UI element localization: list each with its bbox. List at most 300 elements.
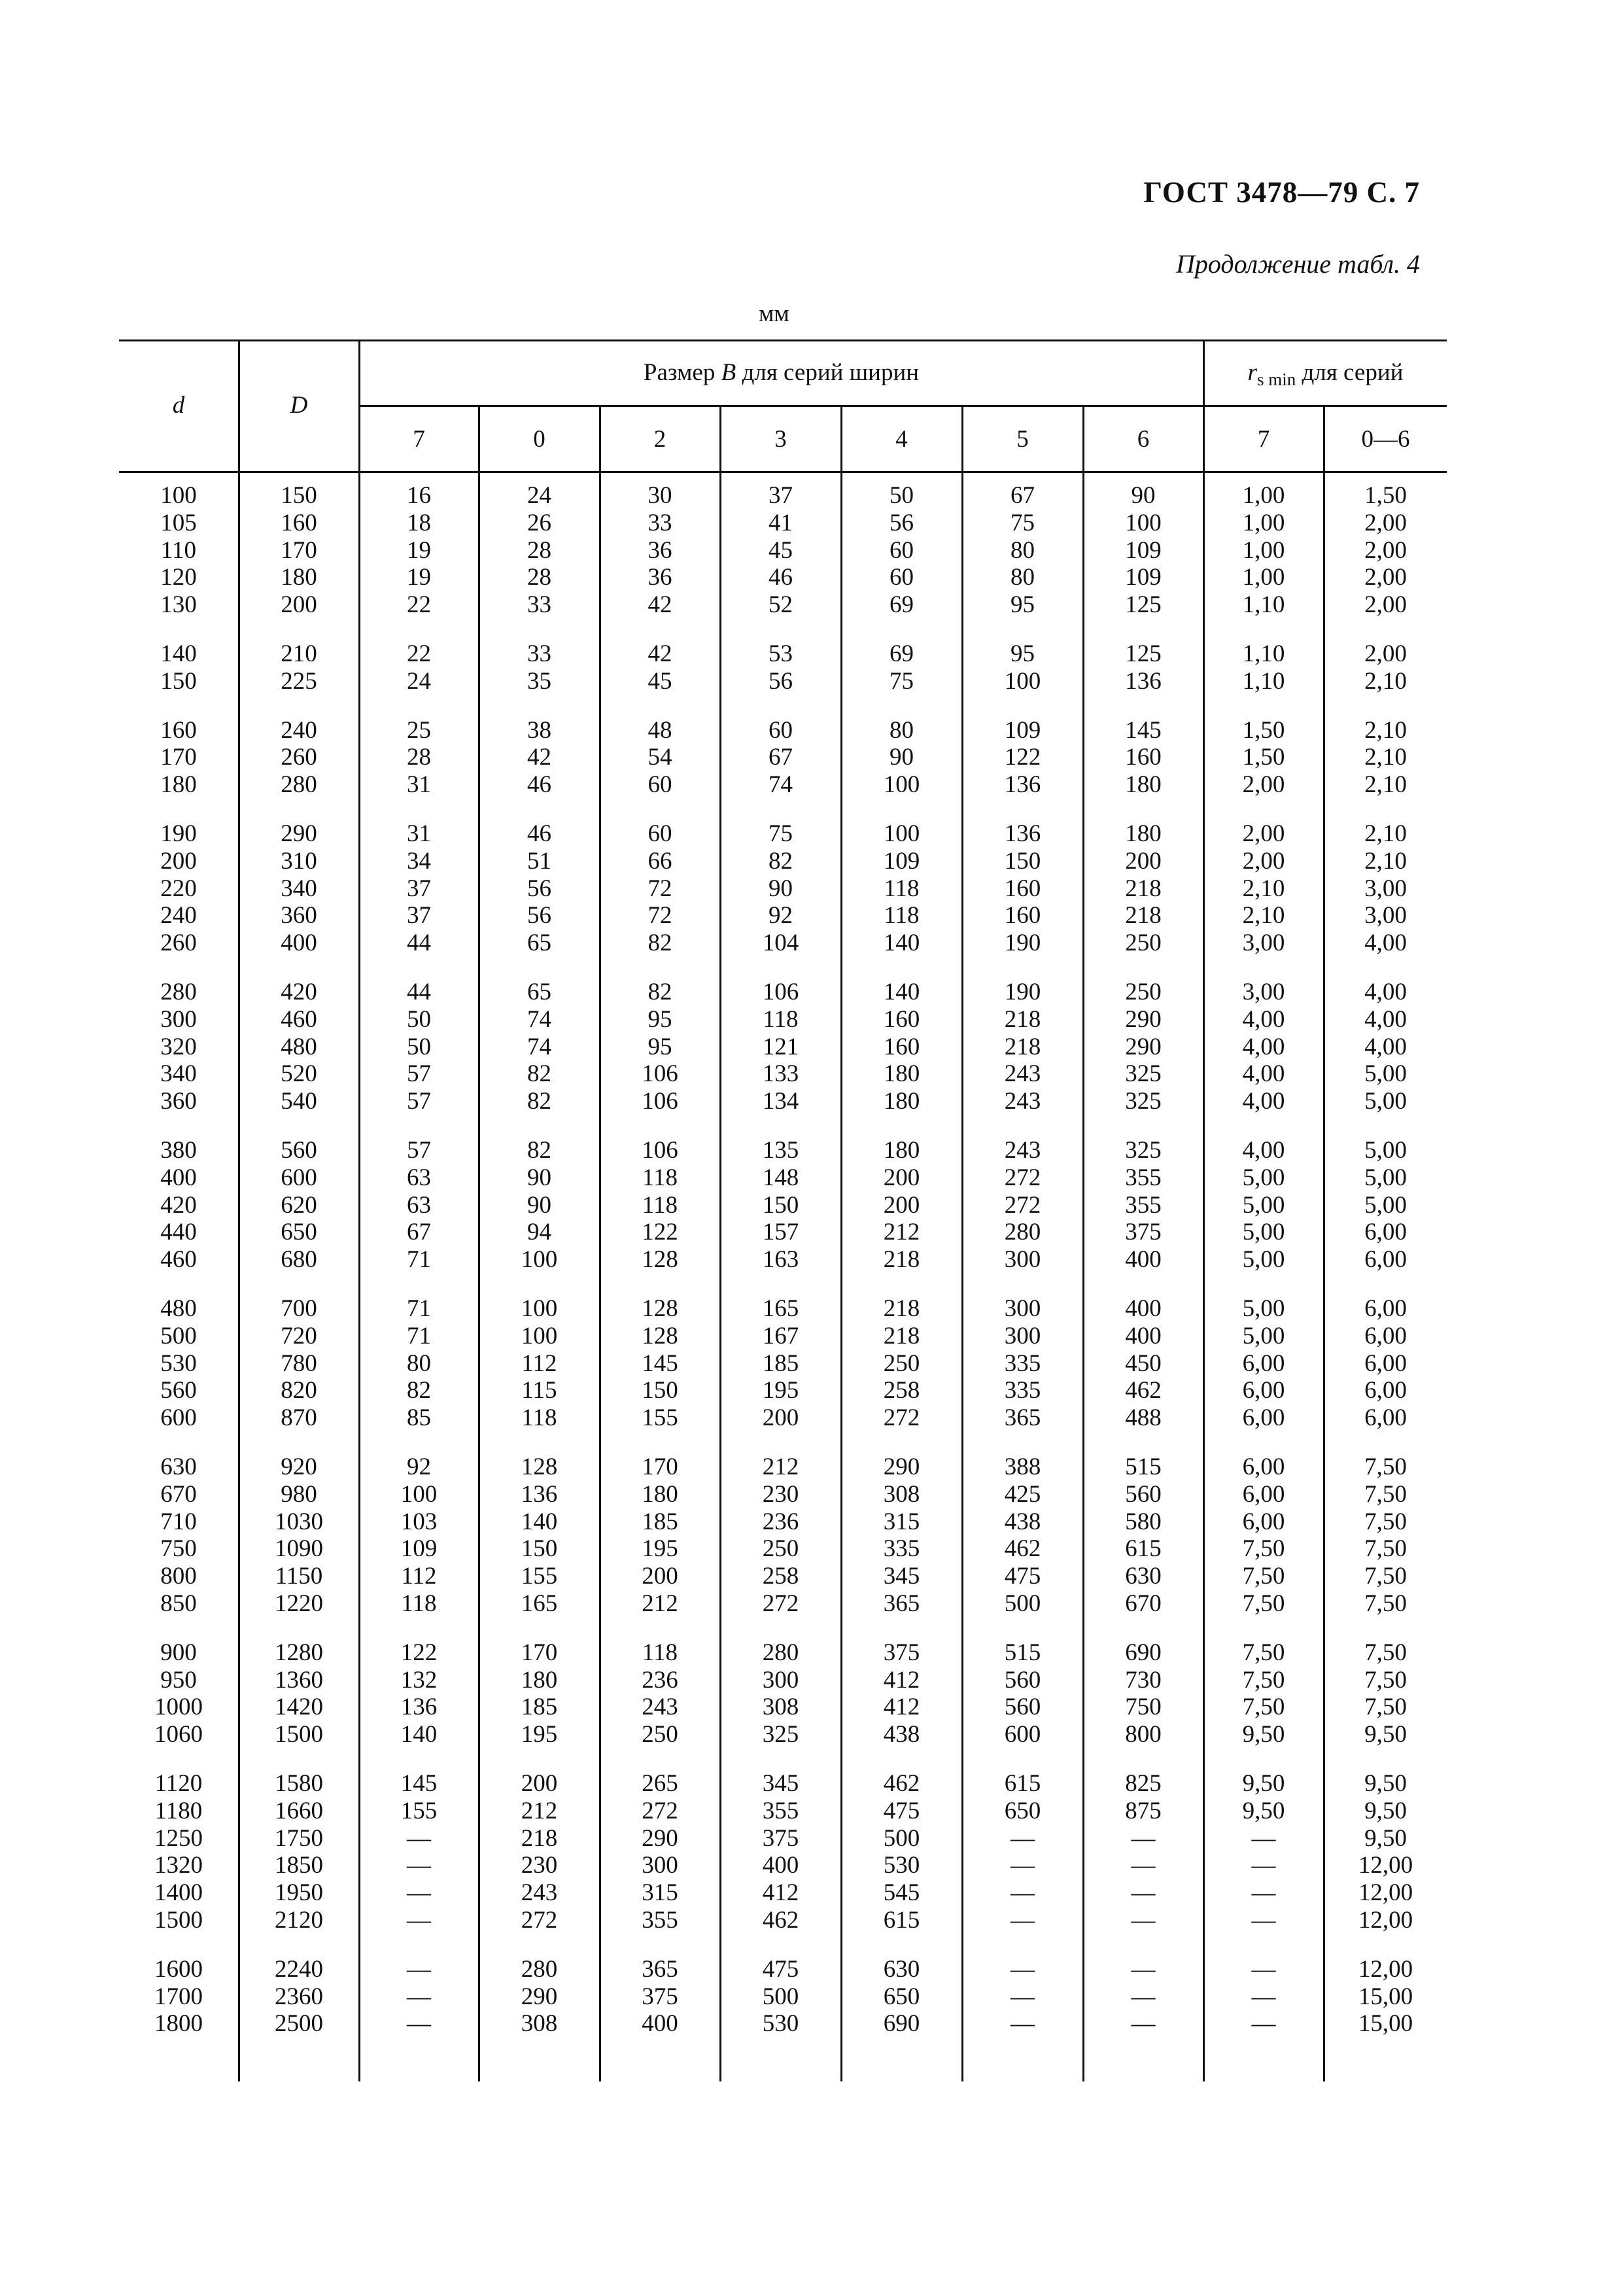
table-cell: 80: [890, 717, 914, 744]
table-cell: 272: [1004, 1164, 1041, 1191]
table-cell: 475: [883, 1798, 920, 1824]
table-cell: 195: [762, 1377, 799, 1404]
table-cell: 212: [521, 1798, 558, 1824]
table-cell: 218: [1125, 875, 1162, 902]
table-cell: 280: [160, 979, 197, 1005]
table-cell: 5,00: [1364, 1164, 1407, 1191]
table-cell: 1600: [154, 1956, 203, 1983]
table-cell: —: [1251, 2010, 1276, 2037]
header-rs-sub: s min: [1256, 370, 1296, 389]
table-cell: 195: [642, 1535, 678, 1562]
table-cell: —: [1251, 1956, 1276, 1983]
table-cell: 103: [400, 1508, 438, 1535]
table-cell: 4,00: [1242, 1006, 1285, 1033]
table-cell: 190: [160, 820, 197, 847]
table-cell: 60: [648, 820, 672, 847]
table-cell: 380: [160, 1137, 197, 1164]
table-cell: —: [407, 1956, 431, 1983]
table-cell: 335: [883, 1535, 920, 1562]
table-cell: 28: [527, 537, 551, 564]
table-cell: 4,00: [1242, 1137, 1285, 1164]
table-cell: 157: [762, 1219, 799, 1245]
table-cell: 122: [400, 1639, 438, 1666]
table-cell: —: [1251, 1825, 1276, 1852]
table-cell: —: [407, 1983, 431, 2010]
header-width-series: 0: [533, 426, 545, 453]
table-cell: 600: [281, 1164, 317, 1191]
table-cell: 560: [1004, 1694, 1041, 1720]
table-cell: 530: [762, 2010, 799, 2037]
table-cell: 160: [160, 717, 197, 744]
table-cell: 90: [527, 1192, 551, 1219]
table-cell: 118: [642, 1639, 678, 1666]
table-cell: 67: [407, 1219, 431, 1245]
table-cell: 462: [762, 1907, 799, 1934]
table-cell: 730: [1125, 1667, 1162, 1694]
table-cell: 95: [648, 1034, 672, 1060]
table-cell: 325: [1125, 1088, 1162, 1115]
table-cell: 118: [521, 1404, 557, 1431]
table-cell: 1660: [275, 1798, 323, 1824]
table-cell: 218: [1125, 902, 1162, 929]
table-cell: 118: [401, 1590, 437, 1617]
table-cell: 74: [769, 771, 793, 798]
table-cell: 5,00: [1364, 1137, 1407, 1164]
table-cell: 6,00: [1242, 1377, 1285, 1404]
table-cell: 212: [883, 1219, 920, 1245]
table-cell: 4,00: [1242, 1088, 1285, 1115]
table-cell: 500: [762, 1983, 799, 2010]
table-cell: 7,50: [1364, 1481, 1407, 1508]
header-width-series: 7: [413, 426, 425, 453]
table-cell: —: [1251, 1879, 1276, 1906]
table-cell: 375: [762, 1825, 799, 1852]
table-cell: 19: [407, 564, 431, 591]
table-cell: 160: [883, 1034, 920, 1060]
table-cell: 7,50: [1364, 1508, 1407, 1535]
table-cell: 140: [160, 640, 197, 667]
table-cell: 45: [769, 537, 793, 564]
table-cell: 115: [521, 1377, 557, 1404]
table-cell: 670: [160, 1481, 197, 1508]
table-cell: 110: [160, 537, 197, 564]
table-cell: 5,00: [1242, 1246, 1285, 1273]
table-cell: 132: [400, 1667, 438, 1694]
table-cell: 720: [281, 1323, 317, 1349]
table-cell: 28: [527, 564, 551, 591]
table-cell: 57: [407, 1088, 431, 1115]
table-cell: 155: [400, 1798, 438, 1824]
table-cell: 6,00: [1242, 1404, 1285, 1431]
table-cell: —: [1011, 1852, 1035, 1879]
table-cell: 22: [407, 591, 431, 618]
table-cell: 90: [527, 1164, 551, 1191]
table-cell: 160: [281, 510, 317, 536]
table-cell: 75: [890, 668, 914, 695]
table-cell: 1,00: [1242, 510, 1285, 536]
table-cell: 2,00: [1242, 820, 1285, 847]
table-cell: 5,00: [1364, 1192, 1407, 1219]
table-cell: 220: [160, 875, 197, 902]
header-width-series: 6: [1137, 426, 1150, 453]
table-cell: 1180: [154, 1798, 203, 1824]
table-cell: 388: [1004, 1453, 1041, 1480]
table-cell: 450: [1125, 1350, 1162, 1377]
table-cell: 500: [883, 1825, 920, 1852]
table-cell: 6,00: [1242, 1481, 1285, 1508]
table-cell: 230: [762, 1481, 799, 1508]
table-cell: 1750: [275, 1825, 323, 1852]
table-cell: 240: [281, 717, 317, 744]
table-cell: 44: [407, 979, 431, 1005]
table-cell: 75: [769, 820, 793, 847]
dimensions-table: [119, 339, 1447, 2081]
header-rs-suffix: для серий: [1296, 359, 1404, 386]
table-cell: 106: [642, 1137, 678, 1164]
table-cell: 190: [1004, 930, 1041, 956]
table-cell: 5,00: [1364, 1088, 1407, 1115]
table-cell: 900: [160, 1639, 197, 1666]
table-cell: 365: [883, 1590, 920, 1617]
table-cell: 180: [1125, 771, 1162, 798]
table-cell: 200: [521, 1770, 558, 1797]
table-cell: 150: [521, 1535, 558, 1562]
table-cell: 2,10: [1242, 902, 1285, 929]
table-cell: 335: [1004, 1350, 1041, 1377]
table-cell: 136: [1125, 668, 1162, 695]
table-cell: 7,50: [1364, 1639, 1407, 1666]
table-cell: 133: [762, 1060, 799, 1087]
table-cell: 155: [521, 1563, 558, 1590]
table-cell: 260: [160, 930, 197, 956]
table-cell: —: [1011, 1825, 1035, 1852]
table-cell: 560: [1125, 1481, 1162, 1508]
table-cell: 325: [1125, 1137, 1162, 1164]
table-cell: 82: [769, 848, 793, 875]
table-cell: 51: [527, 848, 551, 875]
table-cell: 50: [407, 1006, 431, 1033]
table-cell: 100: [521, 1246, 558, 1273]
table-cell: 280: [521, 1956, 558, 1983]
table-cell: 109: [1125, 537, 1162, 564]
table-cell: 545: [883, 1879, 920, 1906]
table-cell: 95: [648, 1006, 672, 1033]
table-cell: 140: [400, 1721, 438, 1748]
table-cell: 45: [648, 668, 672, 695]
table-cell: 1060: [154, 1721, 203, 1748]
table-cell: 375: [1125, 1219, 1162, 1245]
table-cell: 1,00: [1242, 482, 1285, 509]
table-cell: 170: [160, 744, 197, 771]
table-cell: 82: [407, 1377, 431, 1404]
table-cell: 650: [883, 1983, 920, 2010]
table-cell: 1,10: [1242, 668, 1285, 695]
table-cell: 100: [883, 771, 920, 798]
table-cell: 670: [1125, 1590, 1162, 1617]
table-cell: 100: [160, 482, 197, 509]
table-cell: —: [1131, 2010, 1156, 2037]
table-cell: 31: [407, 771, 431, 798]
table-cell: 60: [648, 771, 672, 798]
table-cell: 375: [642, 1983, 678, 2010]
table-cell: 145: [400, 1770, 438, 1797]
table-cell: 104: [762, 930, 799, 956]
table-cell: 37: [407, 875, 431, 902]
table-cell: —: [1131, 1907, 1156, 1934]
table-cell: 5,00: [1242, 1219, 1285, 1245]
table-cell: 272: [521, 1907, 558, 1934]
table-cell: 46: [527, 771, 551, 798]
table-cell: 52: [769, 591, 793, 618]
table-cell: 167: [762, 1323, 799, 1349]
table-cell: 7,50: [1242, 1639, 1285, 1666]
table-cell: 243: [1004, 1088, 1041, 1115]
table-cell: 272: [1004, 1192, 1041, 1219]
table-cell: 1,10: [1242, 640, 1285, 667]
table-cell: 630: [160, 1453, 197, 1480]
table-cell: 680: [281, 1246, 317, 1273]
table-cell: 290: [281, 820, 317, 847]
table-cell: 150: [762, 1192, 799, 1219]
table-cell: 980: [281, 1481, 317, 1508]
table-cell: 462: [1004, 1535, 1041, 1562]
table-cell: 272: [642, 1798, 678, 1824]
table-cell: 560: [281, 1137, 317, 1164]
table-cell: 112: [401, 1563, 437, 1590]
table-cell: 7,50: [1242, 1563, 1285, 1590]
table-cell: 180: [521, 1667, 558, 1694]
table-cell: 69: [890, 640, 914, 667]
table-cell: —: [1131, 1852, 1156, 1879]
table-cell: 920: [281, 1453, 317, 1480]
table-cell: 19: [407, 537, 431, 564]
table-cell: 82: [527, 1060, 551, 1087]
table-cell: 180: [160, 771, 197, 798]
table-cell: 90: [769, 875, 793, 902]
table-cell: 2,10: [1364, 771, 1407, 798]
table-cell: 9,50: [1242, 1770, 1285, 1797]
table-cell: 240: [160, 902, 197, 929]
table-cell: 50: [407, 1034, 431, 1060]
table-cell: 105: [160, 510, 197, 536]
table-cell: 620: [281, 1192, 317, 1219]
header-width-series: 3: [774, 426, 787, 453]
table-cell: 580: [1125, 1508, 1162, 1535]
table-cell: 5,00: [1242, 1295, 1285, 1322]
table-cell: 120: [160, 564, 197, 591]
table-cell: 56: [890, 510, 914, 536]
table-cell: 243: [1004, 1060, 1041, 1087]
table-cell: 6,00: [1364, 1219, 1407, 1245]
table-cell: 290: [642, 1825, 678, 1852]
table-cell: 272: [762, 1590, 799, 1617]
table-cell: 134: [762, 1088, 799, 1115]
table-cell: —: [1011, 1956, 1035, 1983]
table-cell: 95: [1011, 640, 1035, 667]
table-cell: 118: [884, 902, 920, 929]
table-cell: 150: [160, 668, 197, 695]
table-cell: 4,00: [1242, 1060, 1285, 1087]
table-cell: 7,50: [1364, 1563, 1407, 1590]
table-cell: 22: [407, 640, 431, 667]
table-cell: 28: [407, 744, 431, 771]
table-cell: 7,50: [1242, 1535, 1285, 1562]
table-cell: 7,50: [1242, 1667, 1285, 1694]
table-cell: 67: [1011, 482, 1035, 509]
table-cell: 540: [281, 1088, 317, 1115]
header-width-series: 5: [1016, 426, 1029, 453]
table-cell: 340: [160, 1060, 197, 1087]
page-header: ГОСТ 3478—79 С. 7: [1143, 176, 1420, 209]
table-cell: 7,50: [1242, 1590, 1285, 1617]
header-rs-min: [1204, 359, 1447, 393]
table-cell: 9,50: [1242, 1721, 1285, 1748]
table-cell: 12,00: [1358, 1879, 1413, 1906]
table-cell: 54: [648, 744, 672, 771]
table-cell: 6,00: [1242, 1508, 1285, 1535]
table-cell: 57: [407, 1060, 431, 1087]
table-cell: 600: [160, 1404, 197, 1431]
table-cell: 320: [160, 1034, 197, 1060]
table-cell: 82: [527, 1137, 551, 1164]
table-cell: —: [1131, 1879, 1156, 1906]
table-cell: 72: [648, 875, 672, 902]
table-cell: 1,10: [1242, 591, 1285, 618]
table-cell: 125: [1125, 591, 1162, 618]
table-cell: 148: [762, 1164, 799, 1191]
table-cell: 6,00: [1364, 1404, 1407, 1431]
table-cell: —: [1011, 2010, 1035, 2037]
table-cell: 42: [648, 640, 672, 667]
table-cell: 136: [521, 1481, 558, 1508]
table-cell: 15,00: [1358, 2010, 1413, 2037]
table-cell: 7,50: [1242, 1694, 1285, 1720]
header-width-series: 2: [653, 426, 666, 453]
table-cell: —: [407, 1907, 431, 1934]
table-cell: 180: [883, 1060, 920, 1087]
table-cell: 500: [1004, 1590, 1041, 1617]
table-cell: 100: [521, 1295, 558, 1322]
table-caption: Продолжение табл. 4: [1175, 249, 1420, 279]
table-cell: —: [407, 1879, 431, 1906]
table-cell: 80: [407, 1350, 431, 1377]
table-cell: —: [1131, 1983, 1156, 2010]
table-cell: 12,00: [1358, 1907, 1413, 1934]
table-cell: —: [407, 1852, 431, 1879]
table-cell: 335: [1004, 1377, 1041, 1404]
table-cell: 800: [1125, 1721, 1162, 1748]
table-cell: 462: [1125, 1377, 1162, 1404]
table-cell: 212: [642, 1590, 678, 1617]
table-cell: 6,00: [1242, 1350, 1285, 1377]
table-cell: 37: [407, 902, 431, 929]
table-cell: 33: [648, 510, 672, 536]
table-cell: 375: [883, 1639, 920, 1666]
table-cell: 300: [1004, 1295, 1041, 1322]
table-cell: 218: [883, 1295, 920, 1322]
table-cell: 56: [769, 668, 793, 695]
table-cell: 2,00: [1364, 537, 1407, 564]
table-cell: 440: [160, 1219, 197, 1245]
table-cell: 355: [642, 1907, 678, 1934]
table-cell: 16: [407, 482, 431, 509]
table-cell: 136: [1004, 820, 1041, 847]
table-cell: 258: [762, 1563, 799, 1590]
table-cell: 150: [281, 482, 317, 509]
table-cell: 360: [281, 902, 317, 929]
table-cell: 750: [160, 1535, 197, 1562]
table-cell: 24: [527, 482, 551, 509]
table-cell: 690: [1125, 1639, 1162, 1666]
table-cell: 109: [1125, 564, 1162, 591]
header-bottom-rule: [119, 471, 1447, 473]
header-size-b-var: B: [721, 359, 736, 386]
table-cell: 7,50: [1364, 1453, 1407, 1480]
table-cell: 950: [160, 1667, 197, 1694]
table-cell: 1250: [154, 1825, 203, 1852]
table-cell: 425: [1004, 1481, 1041, 1508]
table-cell: 7,50: [1364, 1667, 1407, 1694]
table-cell: 7,50: [1364, 1590, 1407, 1617]
table-cell: 360: [160, 1088, 197, 1115]
table-cell: 26: [527, 510, 551, 536]
table-cell: 2,00: [1364, 591, 1407, 618]
table-cell: 272: [883, 1404, 920, 1431]
table-cell: 400: [1125, 1323, 1162, 1349]
table-cell: 200: [160, 848, 197, 875]
table-cell: 7,50: [1364, 1535, 1407, 1562]
table-cell: 170: [521, 1639, 558, 1666]
table-cell: 135: [762, 1137, 799, 1164]
table-cell: 90: [1131, 482, 1156, 509]
table-cell: 94: [527, 1219, 551, 1245]
table-cell: 530: [883, 1852, 920, 1879]
table-cell: 218: [883, 1323, 920, 1349]
table-cell: 145: [1125, 717, 1162, 744]
table-cell: 340: [281, 875, 317, 902]
table-cell: —: [407, 1825, 431, 1852]
table-cell: 90: [890, 744, 914, 771]
table-cell: 95: [1011, 591, 1035, 618]
table-cell: 106: [642, 1088, 678, 1115]
table-cell: 412: [762, 1879, 799, 1906]
table-cell: 400: [1125, 1295, 1162, 1322]
table-cell: —: [1011, 1907, 1035, 1934]
table-cell: 250: [762, 1535, 799, 1562]
table-cell: 155: [642, 1404, 678, 1431]
table-cell: 36: [648, 564, 672, 591]
table-cell: 1,50: [1364, 482, 1407, 509]
table-cell: 63: [407, 1192, 431, 1219]
header-size-b: [360, 359, 1203, 387]
table-cell: 185: [521, 1694, 558, 1720]
table-cell: 310: [281, 848, 317, 875]
table-cell: 80: [1011, 564, 1035, 591]
table-cell: 128: [642, 1295, 678, 1322]
table-cell: 480: [160, 1295, 197, 1322]
table-cell: 2,00: [1242, 771, 1285, 798]
table-cell: 6,00: [1364, 1295, 1407, 1322]
table-cell: 56: [527, 875, 551, 902]
table-cell: —: [1131, 1956, 1156, 1983]
table-cell: 488: [1125, 1404, 1162, 1431]
table-cell: 74: [527, 1034, 551, 1060]
table-cell: 530: [160, 1350, 197, 1377]
table-cell: —: [1251, 1852, 1276, 1879]
table-cell: 265: [642, 1770, 678, 1797]
table-cell: 125: [1125, 640, 1162, 667]
table-cell: 15,00: [1358, 1983, 1413, 2010]
